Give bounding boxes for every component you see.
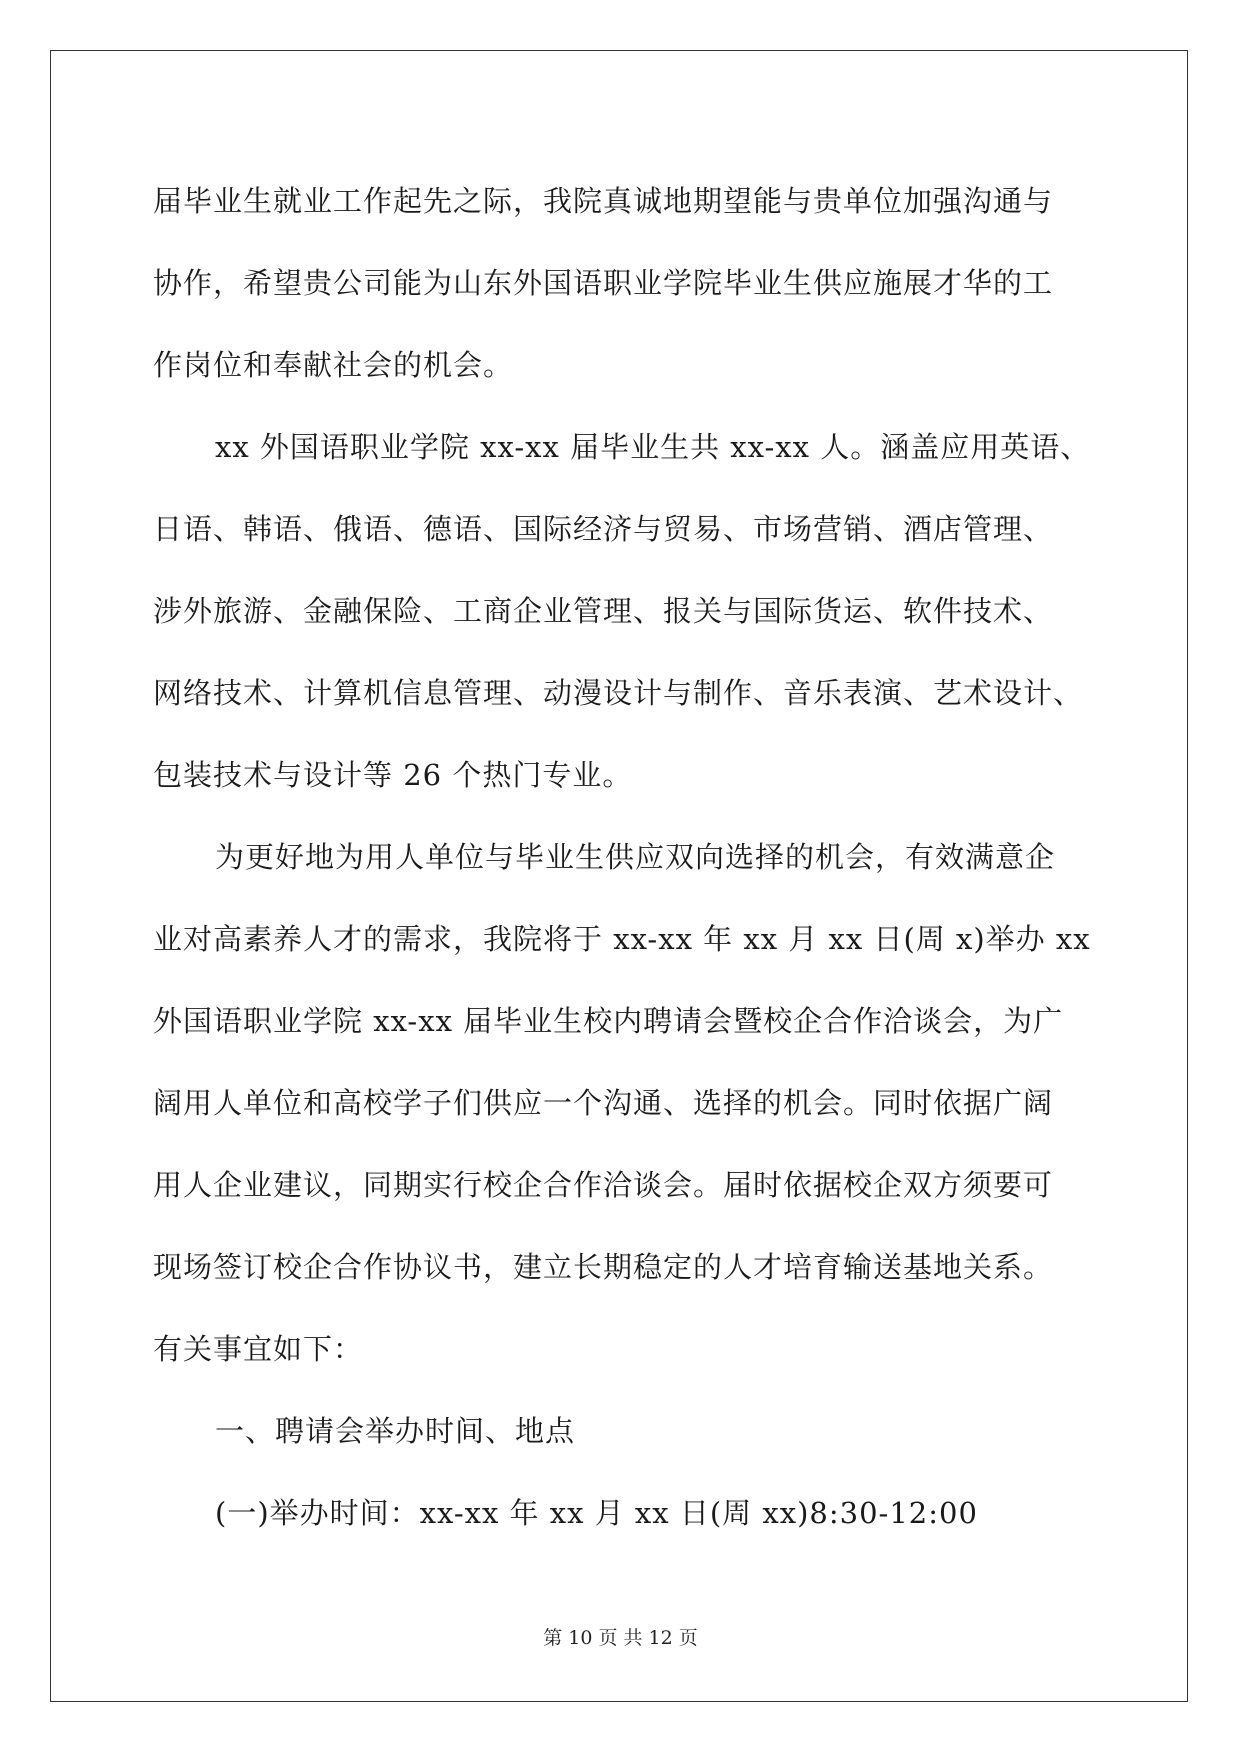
text-line: 外国语职业学院 xx-xx 届毕业生校内聘请会暨校企合作洽谈会，为广 [153, 1004, 1064, 1038]
paragraph-start: xx 外国语职业学院 xx-xx 届毕业生共 xx-xx 人。涵盖应用英语、 [215, 430, 1091, 464]
text-line: 现场签订校企合作协议书，建立长期稳定的人才培育输送基地关系。 [153, 1250, 1054, 1284]
text-line: 日语、韩语、俄语、德语、国际经济与贸易、市场营销、酒店管理、 [153, 512, 1054, 546]
text-line: 作岗位和奉献社会的机会。 [153, 348, 514, 382]
text-line: 业对高素养人才的需求，我院将于 xx-xx 年 xx 月 xx 日(周 x)举办 xx [153, 922, 1091, 956]
text-line: 协作，希望贵公司能为山东外国语职业学院毕业生供应施展才华的工 [153, 266, 1054, 300]
paragraph-start: 为更好地为用人单位与毕业生供应双向选择的机会，有效满意企 [215, 840, 1056, 874]
document-body [153, 160, 1093, 1554]
text-line: 网络技术、计算机信息管理、动漫设计与制作、音乐表演、艺术设计、 [153, 676, 1084, 710]
text-line: 有关事宜如下： [153, 1332, 364, 1366]
text-line: 阔用人单位和高校学子们供应一个沟通、选择的机会。同时依据广阔 [153, 1086, 1054, 1120]
text-line: 用人企业建议，同期实行校企合作洽谈会。届时依据校企双方须要可 [153, 1168, 1054, 1202]
text-line: 包装技术与设计等 26 个热门专业。 [153, 758, 633, 792]
page-number-footer: 第 10 页 共 12 页 [543, 1627, 698, 1649]
subsection-item: (一)举办时间：xx-xx 年 xx 月 xx 日(周 xx)8:30-12:00 [215, 1496, 978, 1530]
text-line: 届毕业生就业工作起先之际，我院真诚地期望能与贵单位加强沟通与 [153, 184, 1054, 218]
section-heading: 一、聘请会举办时间、地点 [215, 1414, 576, 1448]
text-line: 涉外旅游、金融保险、工商企业管理、报关与国际货运、软件技术、 [153, 594, 1054, 628]
